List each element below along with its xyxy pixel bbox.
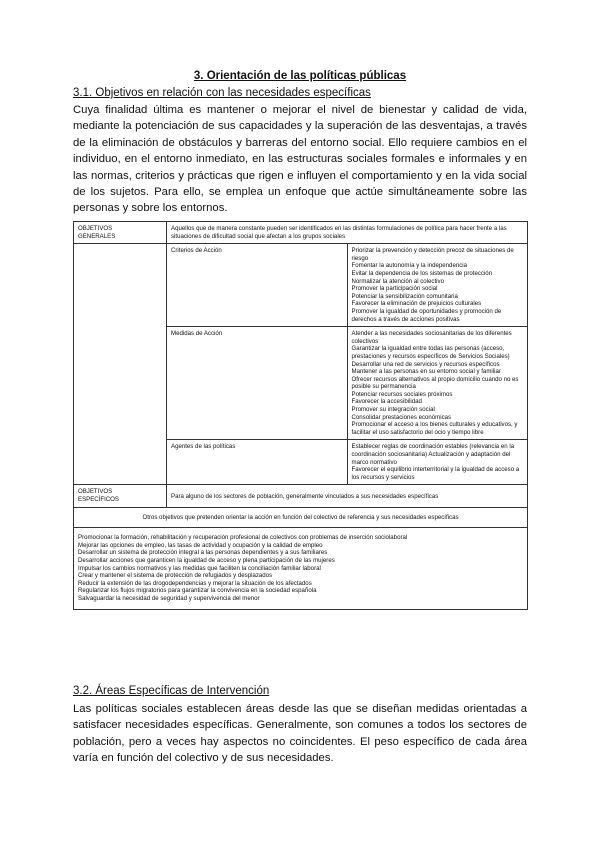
list-item: Impulsar los cambios normativos y las medidas que faciliten la conciliación familiar laboral [78,564,321,572]
list-item: Mejorar las opciones de empleo, las tasas de actividad y ocupación y la calidad de empleo [78,541,323,549]
agents-label: Agentes de las políticas [167,440,348,485]
criteria-label: Criterios de Acción [167,244,348,327]
list-item: Favorecer el equilibrio interterritorial y la igualdad de acceso a los recursos y servicios [351,466,520,481]
list-item: Mantener a las personas en su entorno social y familiar [351,368,501,376]
specific-objectives-text: Para alguno de los sectores de población, generalmente vinculados a sus necesidades específicas [167,485,528,507]
specific-objectives-list [74,528,528,609]
list-item: Regularizar los flujos migratorios para garantizar la convivencia en la sociedad española [78,587,317,595]
other-objectives-text: Otros objetivos que pretenden orientar la acción en función del colectivo de referencia y sus necesidades específicas [74,507,528,528]
list-item: Priorizar la prevención y detección precoz de situaciones de riesgo [351,247,514,262]
list-item: Consolidar prestaciones económicas [351,413,452,421]
measures-list [347,327,528,440]
general-objectives-spacer [74,244,167,485]
list-item: Atender a las necesidades sociosanitarias de los diferentes colectivos [351,330,512,345]
list-item: Promocionar el acceso a los bienes culturales y educativos, y facilitar el uso satisfactorio del ocio y tiempo libre [351,421,518,436]
list-item: Potenciar la sensibilización comunitaria [351,292,458,300]
areas-paragraph: Las políticas sociales establecen áreas desde las que se diseñan medidas orientadas a satisfacer necesidades específicas. Generalmente, son comunes a todos los sectores de población, pero a veces hay aspectos no coincidentes. El peso específico de cada área varía en función del colectivo y de sus necesidades. [73,703,527,765]
general-objectives-text: Aquellos que de manera constante pueden ser identificados en las distintas formulaciones de política para hacer frente a las situaciones de dificultad social que afectan a los grupos sociales [167,222,528,244]
table-row-specific-list [74,528,528,609]
specific-objectives-label-line: ESPECÍFICOS [78,496,119,503]
list-item: Favorecer la accesibilidad [351,398,422,406]
list-item: Garantizar la igualdad entre todas las personas (acceso, prestaciones y recursos específicos de Servicios Sociales) [351,345,510,360]
list-item: Promover la igualdad de oportunidades y promoción de derechos a través de acciones positivas [351,307,502,323]
list-item: Promover su integración social [351,406,435,414]
specific-objectives-label [74,485,167,507]
agents-list [347,440,528,485]
list-item: Promocionar la formación, rehabilitación y recuperación profesional de colectivos con problemas de inserción sociolaboral [78,534,408,542]
list-item: Reducir la extensión de las drogodependencias y mejorar la situación de los afectados [78,579,312,587]
list-item: Promover la participación social [351,285,438,293]
list-item: Evitar la dependencia de los sistemas de protección [351,269,493,277]
measures-label: Medidas de Acción [167,327,348,440]
subsection-heading-areas: 3.2. Áreas Específicas de Intervención [73,685,270,697]
intro-paragraph: Cuya finalidad última es mantener o mejorar el nivel de bienestar y calidad de vida, mediante la potenciación de sus capacidades y la superación de las desventajas, a través de la eliminación de obstáculos y barreras del entorno social. Ello requiere cambios en el individuo, en el entorno inmediato, en las estructuras sociales formales e informales y en las normas, criterios y prácticas que rigen e influyen el comportamiento y en la vida social de los sujetos. Para ello, se emplea un enfoque que actúe simultáneamente sobre las personas y sobre los entornos. [73,104,527,215]
criteria-list [347,244,528,327]
subsection-heading-objectives: 3.1. Objetivos en relación con las necesidades específicas [73,87,371,99]
table-row-general-objectives [74,222,528,244]
list-item: Establecer reglas de coordinación estables (relevancia en la coordinación sociosanitaria) Actualización y adaptación del marco normativo [351,443,515,466]
general-objectives-label-line: GENERALES [78,232,116,240]
table-row-specific-objectives [74,485,528,507]
list-item: Fomentar la autonomía y la independencia [351,262,468,270]
list-item: Desarrollar una red de servicios y recursos específicos [351,360,500,368]
table-row-criteria [74,244,528,327]
section-title: 3. Orientación de las políticas públicas [193,70,407,82]
specific-objectives-label-line: OBJETIVOS [78,488,113,496]
list-item: Crear y mantener el sistema de protección de refugiados y desplazados [78,572,273,580]
general-objectives-label-line: OBJETIVOS [78,225,113,232]
policy-objectives-table [73,221,528,610]
list-item: Desarrollar un sistema de protección integral a las personas dependientes y a sus familiares [78,549,328,557]
list-item: Salvaguardar la necesidad de seguridad y supervivencia del menor [78,594,260,602]
general-objectives-label [74,222,167,244]
list-item: Desarrollar acciones que garanticen la igualdad de acceso y plena participación de las mujeres [78,556,335,564]
table-row-other-objectives [74,507,528,528]
list-item: Ofrecer recursos alternativos al propio domicilio cuando no es posible su permanencia [351,375,519,391]
list-item: Potenciar recursos sociales próximos [351,390,453,398]
list-item: Favorecer la eliminación de prejuicios culturales [351,300,482,308]
list-item: Normalizar la atención al colectivo [351,277,444,285]
